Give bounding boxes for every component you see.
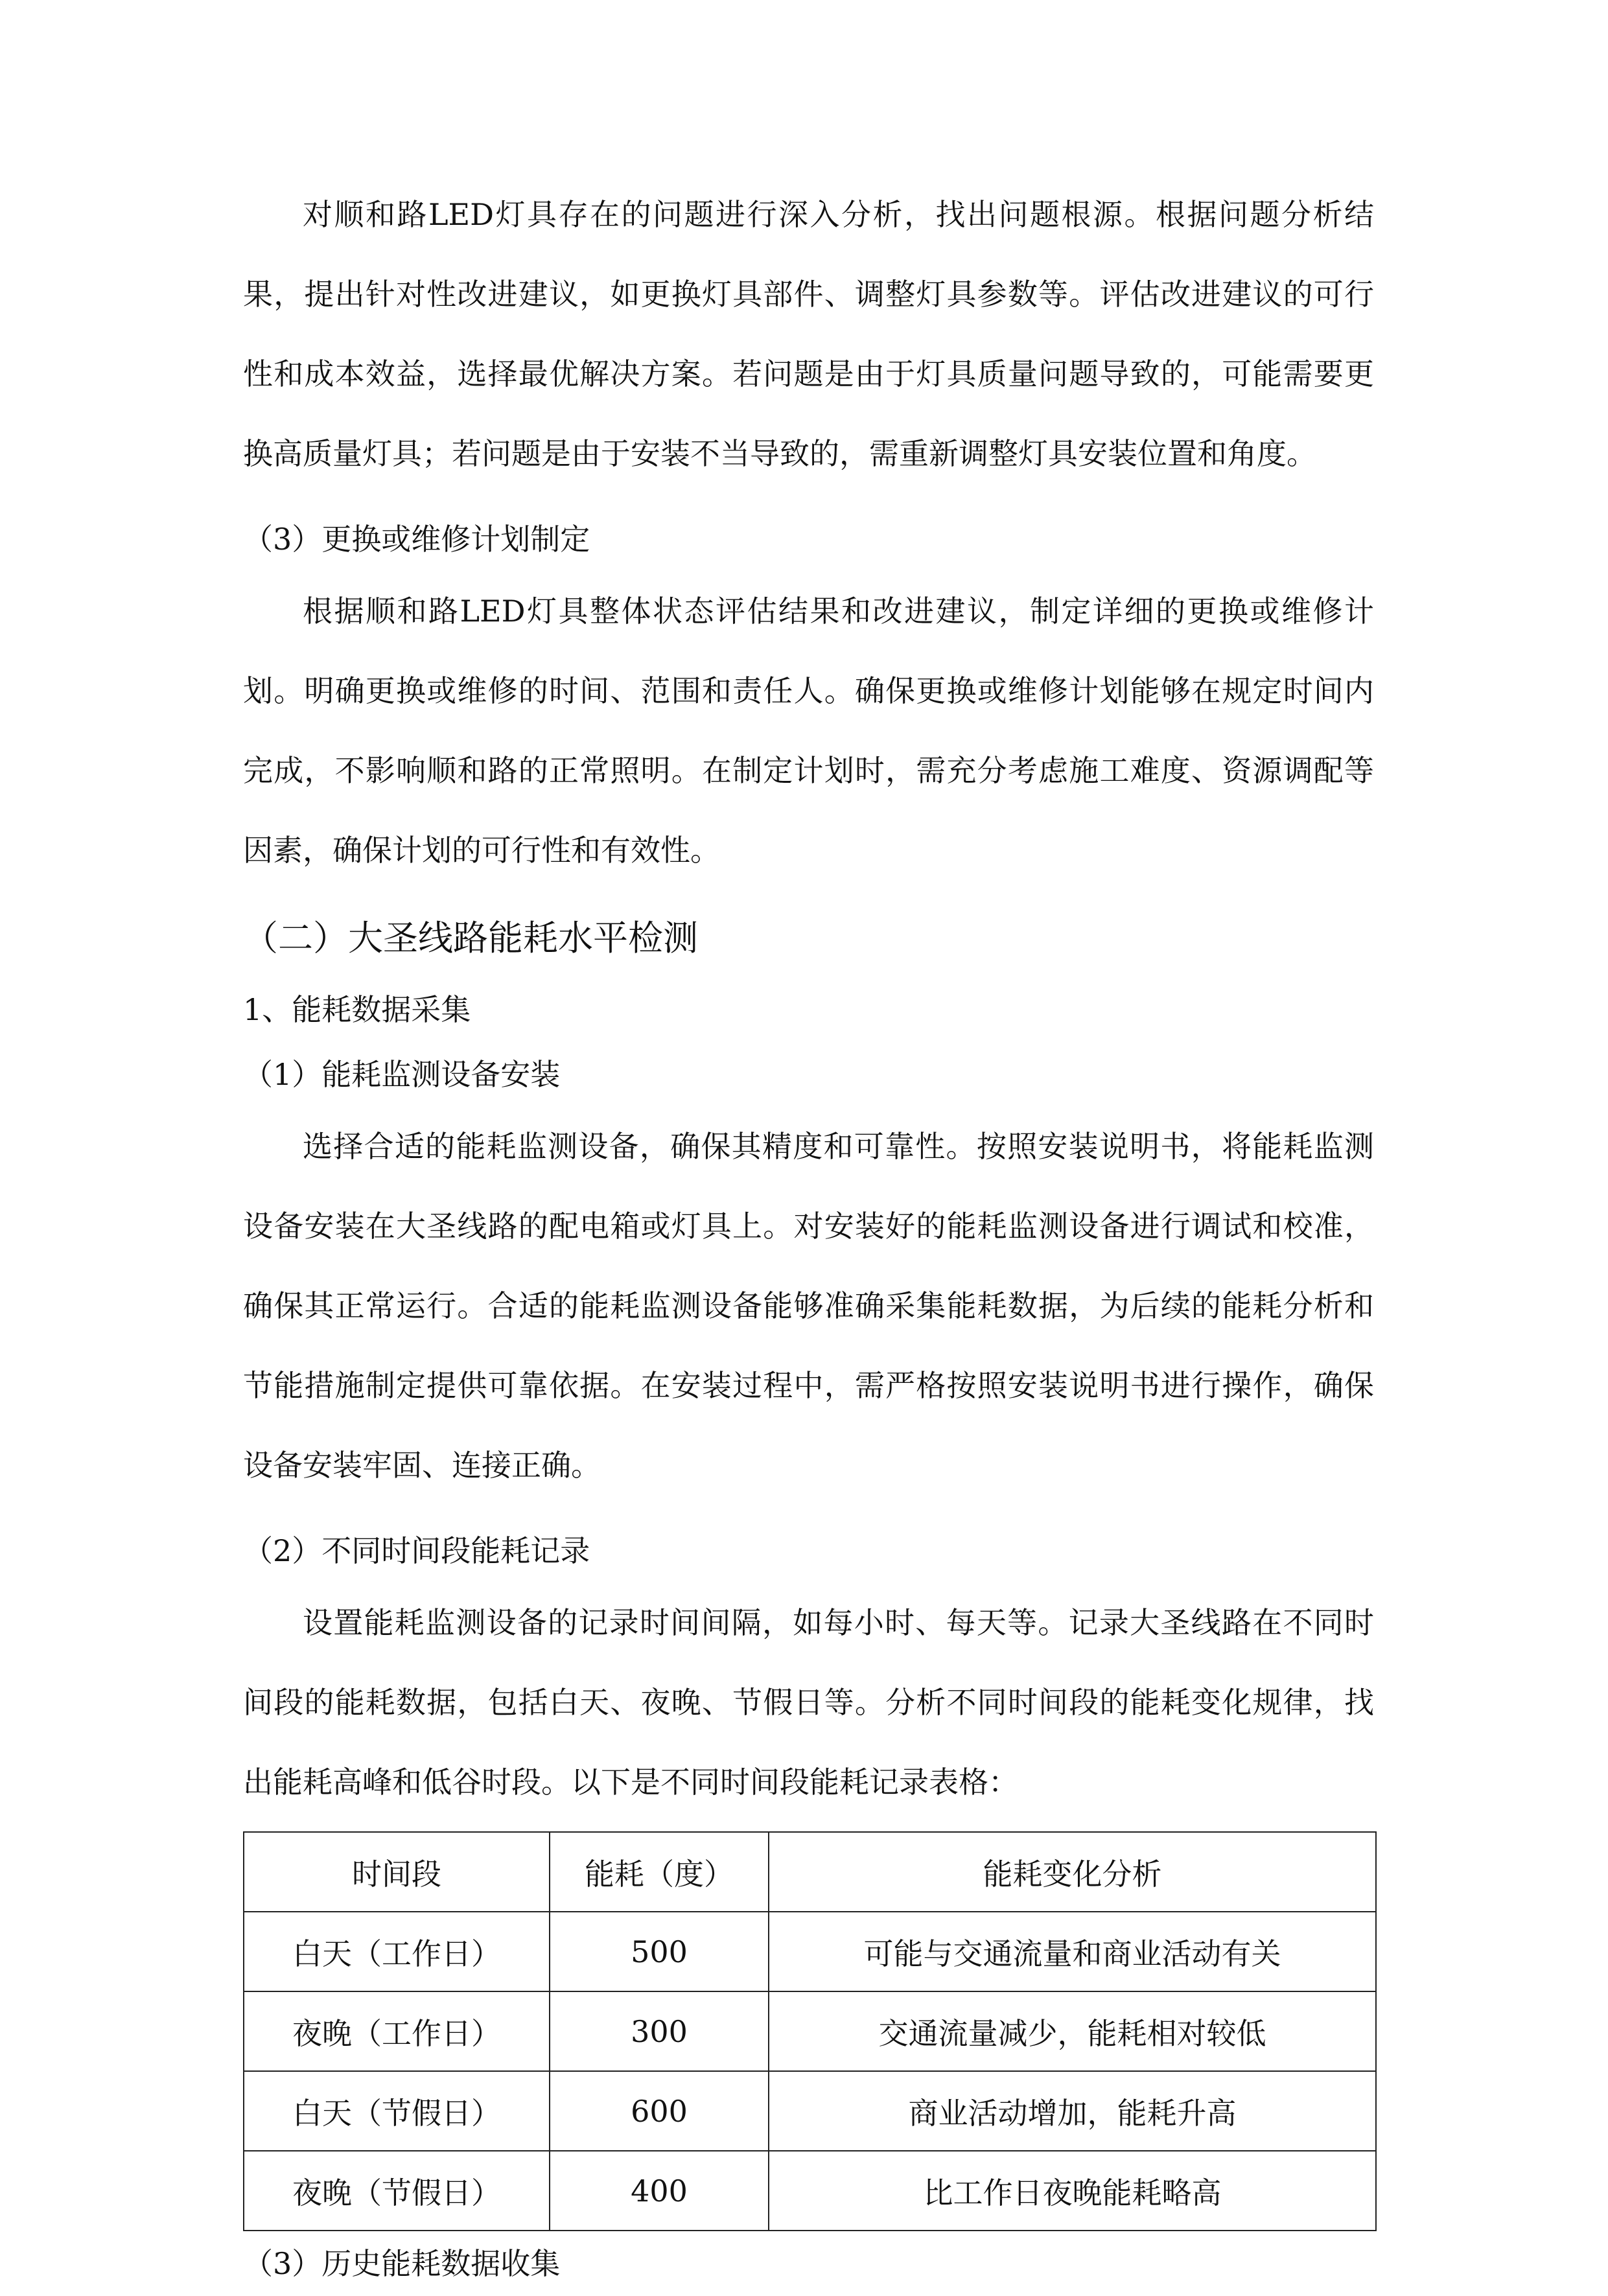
table-cell-energy: 300 [550, 1991, 769, 2071]
subheading-monitor-install: （1）能耗监测设备安装 [243, 1057, 561, 1092]
table-cell-period: 白天（节假日） [244, 2071, 550, 2151]
table-cell-energy: 500 [550, 1912, 769, 1991]
table-cell-period: 夜晚（工作日） [244, 1991, 550, 2071]
table-row [244, 1991, 1376, 2071]
table-cell-analysis: 可能与交通流量和商业活动有关 [769, 1912, 1376, 1991]
table-cell-analysis: 商业活动增加，能耗升高 [769, 2071, 1376, 2151]
table-row [244, 1912, 1376, 1991]
table-cell-period: 白天（工作日） [244, 1912, 550, 1991]
paragraph-time-period-records: 设置能耗监测设备的记录时间间隔，如每小时、每天等。记录大圣线路在不同时间段的能耗数据，包括白天、夜晚、节假日等。分析不同时间段的能耗变化规律，找出能耗高峰和低谷时段。以下是不同时间段能耗记录表格： [243, 1605, 1374, 1800]
table-cell-analysis: 比工作日夜晚能耗略高 [769, 2151, 1376, 2231]
subheading-time-period-records: （2）不同时间段能耗记录 [243, 1533, 590, 1568]
page-content [243, 175, 1374, 2296]
section-heading-energy-detection: （二）大圣线路能耗水平检测 [243, 918, 698, 958]
subheading-replacement-plan: （3）更换或维修计划制定 [243, 522, 590, 557]
table-cell-energy: 600 [550, 2071, 769, 2151]
paragraph-replacement-plan: 根据顺和路LED灯具整体状态评估结果和改进建议，制定详细的更换或维修计划。明确更换或维修的时间、范围和责任人。确保更换或维修计划能够在规定时间内完成，不影响顺和路的正常照明。在制定计划时，需充分考虑施工难度、资源调配等因素，确保计划的可行性和有效性。 [243, 594, 1374, 868]
subheading-historical-data: （3）历史能耗数据收集 [243, 2246, 561, 2281]
heading-energy-data-collection: 1、能耗数据采集 [243, 992, 471, 1027]
paragraph-led-problem-analysis: 对顺和路LED灯具存在的问题进行深入分析，找出问题根源。根据问题分析结果，提出针对性改进建议，如更换灯具部件、调整灯具参数等。评估改进建议的可行性和成本效益，选择最优解决方案。若问题是由于灯具质量问题导致的，可能需要更换高质量灯具；若问题是由于安装不当导致的，需重新调整灯具安装位置和角度。 [243, 197, 1374, 471]
paragraph-monitor-install: 选择合适的能耗监测设备，确保其精度和可靠性。按照安装说明书，将能耗监测设备安装在大圣线路的配电箱或灯具上。对安装好的能耗监测设备进行调试和校准，确保其正常运行。合适的能耗监测设备能够准确采集能耗数据，为后续的能耗分析和节能措施制定提供可靠依据。在安装过程中，需严格按照安装说明书进行操作，确保设备安装牢固、连接正确。 [243, 1129, 1374, 1483]
table-header-row [244, 1832, 1376, 1912]
table-header-cell: 时间段 [244, 1832, 550, 1912]
table-header-cell: 能耗变化分析 [769, 1832, 1376, 1912]
table-cell-energy: 400 [550, 2151, 769, 2231]
table-cell-period: 夜晚（节假日） [244, 2151, 550, 2231]
table-row [244, 2151, 1376, 2231]
table-header-cell: 能耗（度） [550, 1832, 769, 1912]
energy-records-table [243, 1831, 1377, 2231]
table-row [244, 2071, 1376, 2151]
table-cell-analysis: 交通流量减少，能耗相对较低 [769, 1991, 1376, 2071]
